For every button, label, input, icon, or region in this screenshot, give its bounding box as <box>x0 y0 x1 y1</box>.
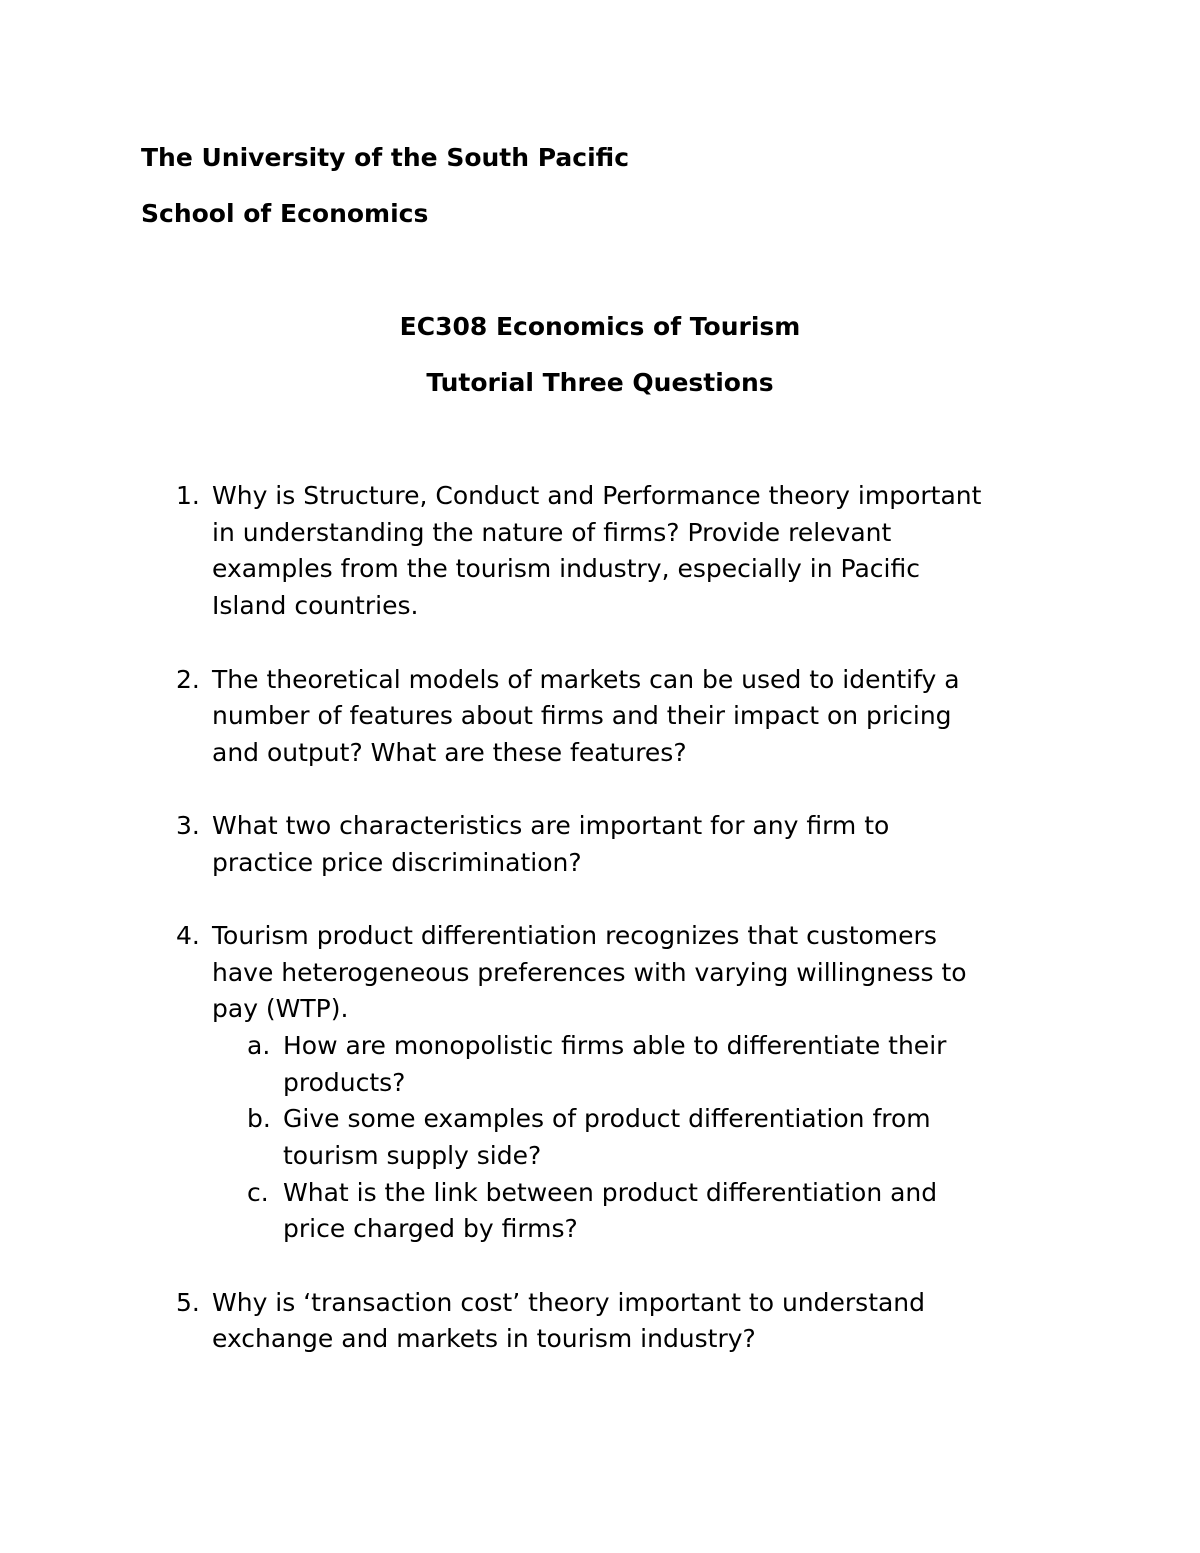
question-text-line: The theoretical models of markets can be used to identify a <box>212 665 960 694</box>
sub-question-letter: c. <box>247 1178 269 1207</box>
question-number: 1. <box>176 481 200 510</box>
question-text-line: in understanding the nature of firms? Provide relevant <box>212 518 892 547</box>
sub-question-letter: b. <box>247 1104 271 1133</box>
question-number: 5. <box>176 1288 200 1317</box>
school-name: School of Economics <box>141 199 429 228</box>
question-text-line: exchange and markets in tourism industry? <box>212 1324 756 1353</box>
sub-question-text-line: What is the link between product differentiation and <box>283 1178 938 1207</box>
question-text-line: Island countries. <box>212 591 419 620</box>
question-text-line: practice price discrimination? <box>212 848 582 877</box>
question-text-line: have heterogeneous preferences with varying willingness to <box>212 958 967 987</box>
university-name: The University of the South Pacific <box>141 143 630 172</box>
question-text-line: Why is ‘transaction cost’ theory important to understand <box>212 1288 926 1317</box>
question-number: 3. <box>176 811 200 840</box>
question-text-line: number of features about firms and their impact on pricing <box>212 701 952 730</box>
question-number: 4. <box>176 921 200 950</box>
sub-question-text-line: tourism supply side? <box>283 1141 542 1170</box>
sub-question-text-line: price charged by firms? <box>283 1214 578 1243</box>
sub-question-text-line: How are monopolistic firms able to differentiate their <box>283 1031 947 1060</box>
sub-question-text-line: products? <box>283 1068 406 1097</box>
question-text-line: Tourism product differentiation recognizes that customers <box>212 921 937 950</box>
question-text-line: pay (WTP). <box>212 994 349 1023</box>
question-text-line: What two characteristics are important for any firm to <box>212 811 890 840</box>
question-text-line: and output? What are these features? <box>212 738 687 767</box>
sub-question-text-line: Give some examples of product differentiation from <box>283 1104 931 1133</box>
question-number: 2. <box>176 665 200 694</box>
course-title: EC308 Economics of Tourism <box>399 312 801 341</box>
question-text-line: examples from the tourism industry, especially in Pacific <box>212 554 920 583</box>
question-text-line: Why is Structure, Conduct and Performance theory important <box>212 481 982 510</box>
tutorial-title: Tutorial Three Questions <box>426 368 774 397</box>
sub-question-letter: a. <box>247 1031 271 1060</box>
